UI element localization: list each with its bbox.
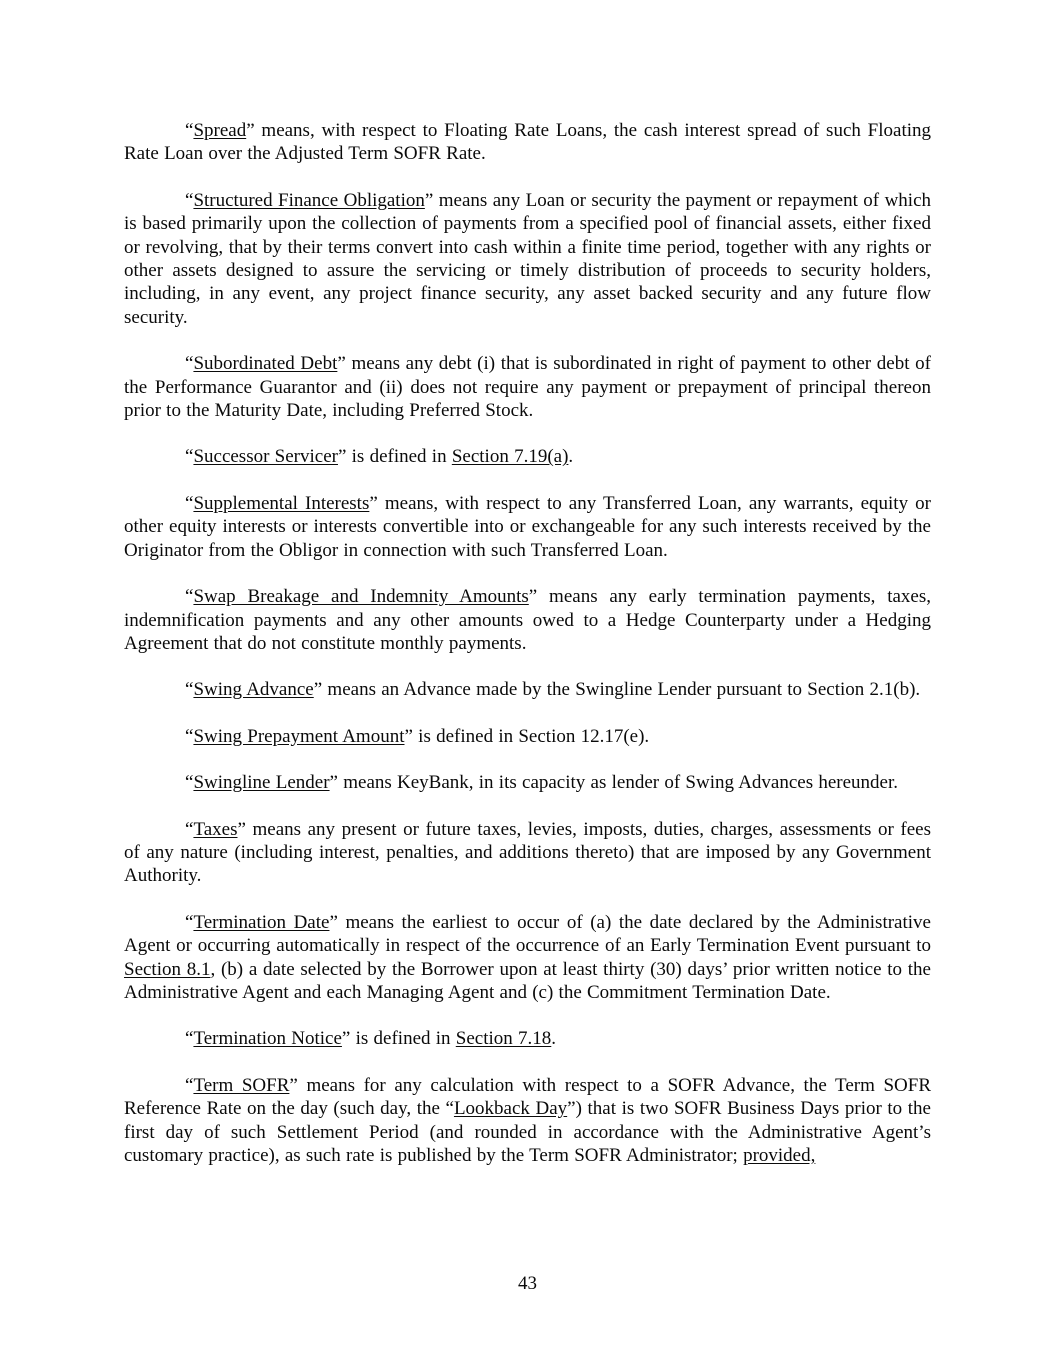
underlined-term: provided, <box>743 1145 816 1166</box>
definition-paragraph-termination-notice <box>124 1027 931 1050</box>
text-run: ” means any present or future taxes, levies, imposts, duties, charges, assessments or fees of any nature (including interest, penalties, and additions thereto) that are imposed by any Government Authority. <box>124 818 931 887</box>
text-run: ” means KeyBank, in its capacity as lender of Swing Advances hereunder. <box>329 772 899 794</box>
text-run: “ <box>185 1074 194 1096</box>
underlined-term: Termination Date <box>193 911 330 933</box>
text-run: ” means any Loan or security the payment or repayment of which is based primarily upon the collection of payments from a specified pool of financial assets, either fixed or revolving, that by their terms convert into cash within a finite time period, together with any rights or other assets designed to assure the servicing or timely distribution of proceeds to security holders, including, in any event, any project finance security, any asset backed security and any future flow security. <box>124 189 931 328</box>
text-run: ” means any debt (i) that is subordinated in right of payment to other debt of the Performance Guarantor and (ii) does not require any payment or prepayment of principal thereon prior to the Maturity Date, including Preferred Stock. <box>124 353 931 422</box>
text-run: “ <box>185 189 194 211</box>
underlined-term: Subordinated Debt <box>193 353 338 375</box>
text-run: “ <box>185 492 194 514</box>
text-run: . <box>551 1028 557 1050</box>
underlined-term: Spread <box>193 120 247 141</box>
underlined-term: Successor Servicer <box>193 446 338 468</box>
definition-paragraph-termination-date <box>124 911 931 1005</box>
underlined-term: Termination Notice <box>193 1028 342 1050</box>
page-number: 43 <box>518 1273 537 1294</box>
underlined-term: Section 7.18 <box>455 1028 552 1050</box>
definition-paragraph-swap-breakage <box>124 585 931 655</box>
text-run: “ <box>185 725 194 747</box>
definition-paragraph-supplemental-interests <box>124 492 931 562</box>
text-run: “ <box>185 911 194 933</box>
text-run: , (b) a date selected by the Borrower upon at least thirty (30) days’ prior written notice to the Administrative Agent and each Managing Agent and (c) the Commitment Termination Date. <box>124 958 931 1003</box>
underlined-term: Section 7.19(a) <box>451 446 569 468</box>
text-run: ” is defined in <box>337 446 452 468</box>
text-run: “ <box>185 353 194 375</box>
definitions-text-block <box>124 119 931 1167</box>
underlined-term: Term SOFR <box>193 1074 290 1096</box>
definition-paragraph-subordinated-debt <box>124 352 931 422</box>
underlined-term: Lookback Day <box>453 1098 568 1120</box>
underlined-term: Swing Prepayment Amount <box>193 725 405 747</box>
underlined-term: Swingline Lender <box>193 772 330 794</box>
text-run: “ <box>185 772 194 794</box>
text-run: ”) that is two SOFR Business Days prior to the first day of such Settlement Period (and rounded in accordance with the Administrative Agent’s customary practice), as such rate is published by the Term SOFR Administrator; <box>124 1098 931 1166</box>
text-run: ” is defined in <box>341 1028 456 1050</box>
definition-paragraph-spread <box>124 119 931 166</box>
text-run: ” means for any calculation with respect to a SOFR Advance, the Term SOFR Reference Rate on the day (such day, the “ <box>124 1074 931 1120</box>
definition-paragraph-taxes <box>124 818 931 888</box>
text-run: “ <box>185 120 194 141</box>
text-run: ” is defined in Section 12.17(e). <box>404 725 650 747</box>
text-run: ” means an Advance made by the Swingline Lender pursuant to Section 2.1(b). <box>313 679 921 701</box>
underlined-term: Section 8.1 <box>124 958 211 980</box>
underlined-term: Structured Finance Obligation <box>193 189 425 211</box>
definition-paragraph-swingline-lender <box>124 771 931 794</box>
definition-paragraph-swing-prepayment-amount <box>124 725 931 748</box>
text-run: ” means any early termination payments, taxes, indemnification payments and any other amounts owed to a Hedge Counterparty under a Hedging Agreement that do not constitute monthly payments. <box>124 586 931 654</box>
definition-paragraph-successor-servicer <box>124 445 931 468</box>
underlined-term: Swap Breakage and Indemnity Amounts <box>193 586 529 608</box>
text-run: “ <box>185 818 194 840</box>
underlined-term: Swing Advance <box>193 679 314 701</box>
text-run: ” means the earliest to occur of (a) the date declared by the Administrative Agent or occurring automatically in respect of the occurrence of an Early Termination Event pursuant to <box>124 911 931 957</box>
underlined-term: Taxes <box>193 818 238 840</box>
text-run: ” means, with respect to any Transferred Loan, any warrants, equity or other equity interests or interests convertible into or exchangeable for any such interests received by the Originator from the Obligor in connection with such Transferred Loan. <box>124 492 931 561</box>
definition-paragraph-swing-advance <box>124 678 931 701</box>
underlined-term: Supplemental Interests <box>193 492 370 514</box>
text-run: “ <box>185 446 194 468</box>
definition-paragraph-structured-finance-obligation <box>124 189 931 329</box>
definition-paragraph-term-sofr <box>124 1074 931 1168</box>
text-run: ” means, with respect to Floating Rate Loans, the cash interest spread of such Floating Rate Loan over the Adjusted Term SOFR Rate. <box>124 120 931 165</box>
text-run: “ <box>185 1028 194 1050</box>
text-run: “ <box>185 586 194 608</box>
text-run: “ <box>185 679 194 701</box>
text-run: . <box>568 446 574 468</box>
